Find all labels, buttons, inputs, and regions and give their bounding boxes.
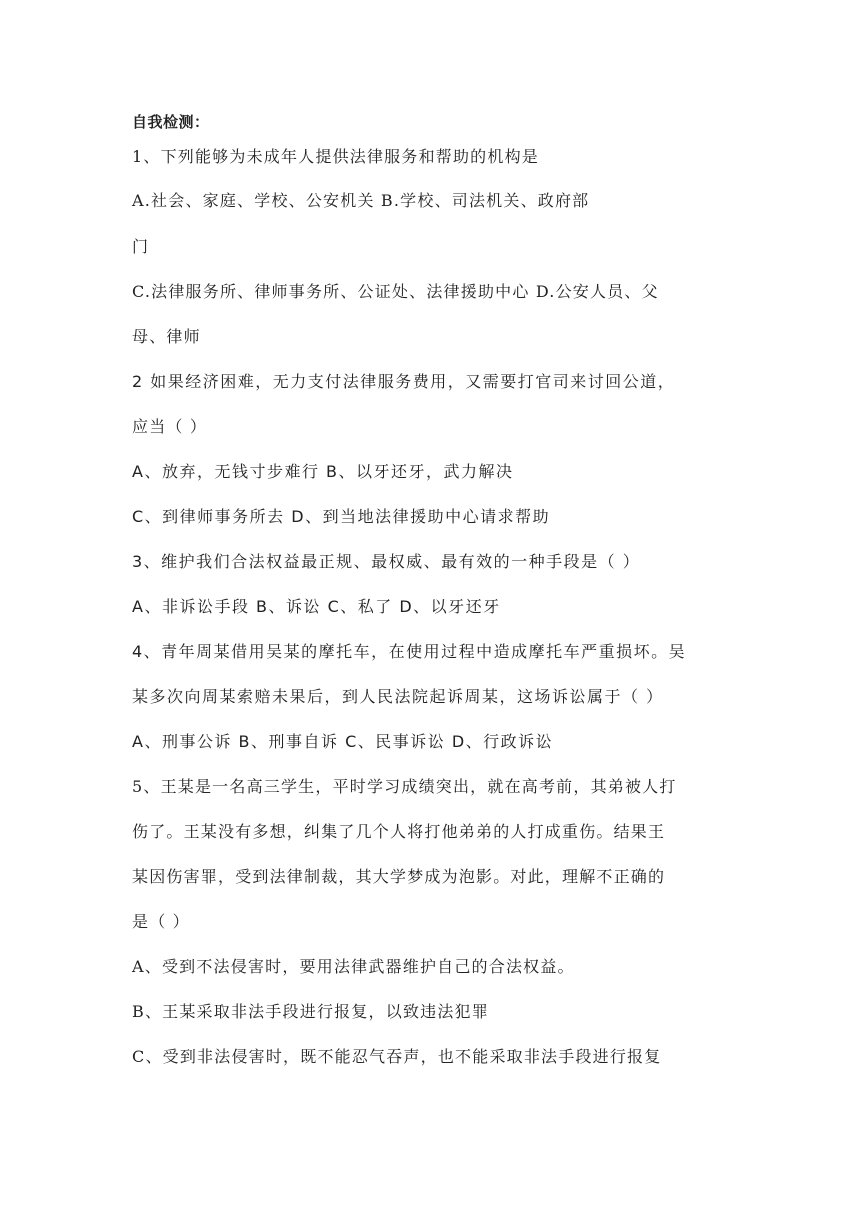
section-heading: 自我检测：	[132, 113, 210, 131]
question-5-text-wrap-1: 伤了。王某没有多想，纠集了几个人将打他弟弟的人打成重伤。结果王	[132, 822, 666, 841]
question-5-text-wrap-2: 某因伤害罪，受到法律制裁，其大学梦成为泡影。对此，理解不正确的	[132, 867, 666, 886]
question-4-options: A、刑事公诉 B、刑事自诉 C、民事诉讼 D、行政诉讼	[132, 732, 554, 751]
question-2-text-wrap: 应当（ ）	[132, 417, 208, 436]
question-1-options-cd-wrap: 母、律师	[132, 327, 201, 346]
question-5-option-c: C、受到非法侵害时，既不能忍气吞声，也不能采取非法手段进行报复	[132, 1047, 662, 1066]
question-5-option-b: B、王某采取非法手段进行报复，以致违法犯罪	[132, 1002, 489, 1021]
question-1-options-cd: C.法律服务所、律师事务所、公证处、法律援助中心 D.公安人员、父	[132, 282, 659, 301]
question-4-text-wrap: 某多次向周某索赔未果后，到人民法院起诉周某，这场诉讼属于（ ）	[132, 687, 664, 706]
question-2-options-ab: A、放弃，无钱寸步难行 B、以牙还牙，武力解决	[132, 462, 514, 481]
question-5-text: 5、王某是一名高三学生，平时学习成绩突出，就在高考前，其弟被人打	[132, 777, 677, 796]
question-3-options: A、非诉讼手段 B、诉讼 C、私了 D、以牙还牙	[132, 597, 501, 616]
question-2-text: 2 如果经济困难，无力支付法律服务费用，又需要打官司来讨回公道，	[132, 372, 676, 391]
question-1-text: 1、下列能够为未成年人提供法律服务和帮助的机构是	[132, 147, 539, 166]
question-5-text-wrap-3: 是（ ）	[132, 912, 190, 931]
question-5-option-a: A、受到不法侵害时，要用法律武器维护自己的合法权益。	[132, 957, 575, 976]
question-1-options-ab-wrap: 门	[132, 237, 150, 256]
question-1-options-ab: A.社会、家庭、学校、公安机关 B.学校、司法机关、政府部	[132, 191, 590, 210]
question-2-options-cd: C、到律师事务所去 D、到当地法律援助中心请求帮助	[132, 507, 551, 526]
question-3-text: 3、维护我们合法权益最正规、最权威、最有效的一种手段是（ ）	[132, 552, 641, 571]
question-4-text: 4、青年周某借用吴某的摩托车，在使用过程中造成摩托车严重损坏。吴	[132, 642, 687, 661]
